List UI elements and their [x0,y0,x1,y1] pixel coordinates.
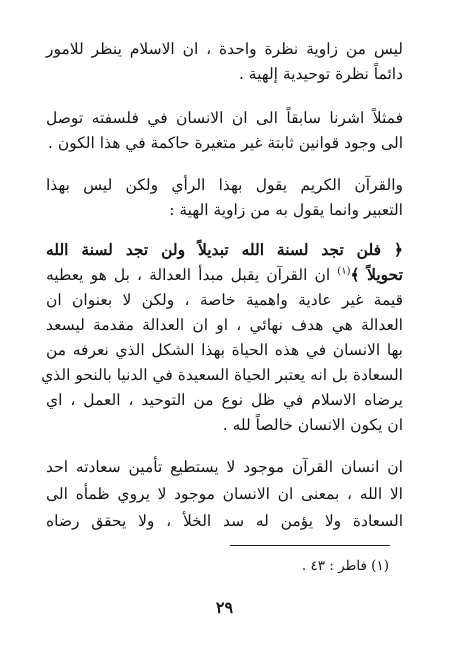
quran-verse-line: ﴿ فلن تجد لسنة الله تبديلاً ولن تجد لسنة الله [46,240,403,259]
paragraph-4-line-3: قيمة غير عادية واهمية خاصة ، ولكن لا بعنوان ان [46,291,403,309]
paragraph-1-line-1: ليس من زاوية نظرة واحدة ، ان الاسلام ينظر للامور [46,40,403,58]
paragraph-4-line-4: العدالة هي هدف نهائي ، او ان العدالة مقدمة ليسعد [46,316,403,334]
paragraph-2-line-2: الى وجود قوانين ثابتة غير متغيرة حاكمة في هذا الكون . [48,134,403,152]
footnote-reference: (١) [337,265,351,277]
paragraph-5-line-1: ان انسان القرآن موجود لا يستطيع تأمين سعادته احد [46,458,403,476]
page-number: ٢٩ [215,598,234,617]
paragraph-2-line-1: فمثلاً اشرنا سابقاً الى ان الانسان في فلسفته توصل [46,109,403,127]
paragraph-4-line-5: بها الانسان في هذه الحياة بهذا الشكل الذي نعرفه من [46,341,403,359]
paragraph-4-line-7: يرضاه الاسلام في ظل نوع من التوحيد ، العمل ، اي [46,391,403,409]
paragraph-4-line-8: ان يكون الانسان خالصاً لله . [222,416,403,434]
paragraph-4-line-2 [46,265,403,285]
paragraph-5-line-3: السعادة ولا يؤمن له سد الخلأ ، ولا يحقق رضاه [46,512,403,530]
quran-verse-ending: تحويلاً ﴾ [350,265,403,284]
paragraph-4-line-6: السعادة بل انه يعتبر الحياة السعيدة في الدنيا بالنحو الذي [41,366,403,384]
paragraph-1-line-2: دائماً نظرة توحيدية إلهية . [238,65,403,83]
paragraph-5-line-2: الا الله ، بمعنى ان الانسان موجود لا يروي ظمأه الى [46,485,403,503]
paragraph-3-line-1: والقرآن الكريم يقول بهذا الرأي ولكن ليس بهذا [46,176,403,194]
paragraph-4-line-2-text: ان القرآن يقبل مبدأ العدالة ، بل هو يعطيه [46,266,338,284]
footnote: (١) فاطر : ٤٣ . [301,558,389,574]
paragraph-3-line-2: التعبير وانما يقول به من زاوية الهية : [169,201,403,219]
footnote-separator [230,545,390,546]
